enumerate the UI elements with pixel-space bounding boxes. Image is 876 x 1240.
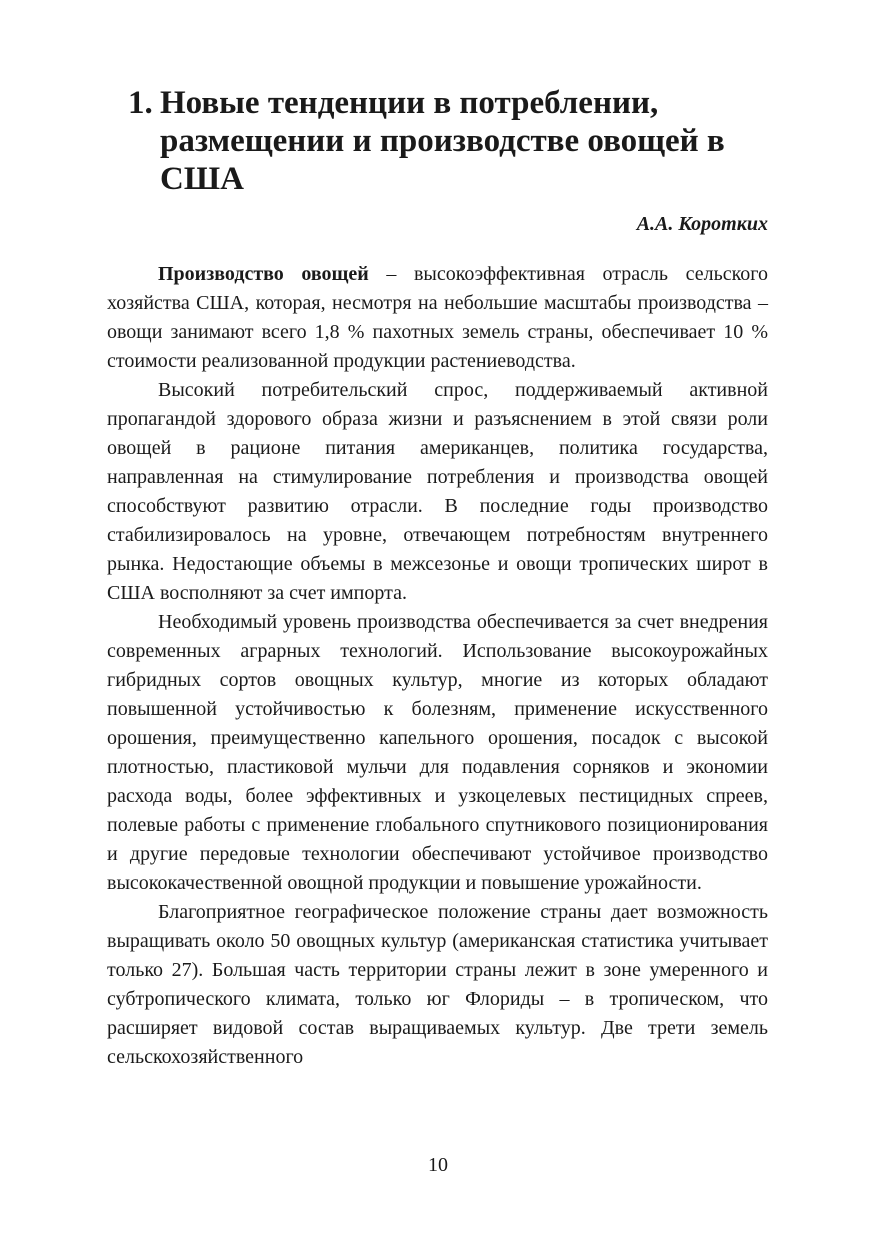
chapter-title: Новые тенденции в потреблении, размещении и производстве овощей в США	[160, 85, 725, 197]
paragraph-3: Необходимый уровень производства обеспечивается за счет внедрения современных аграрных технологий. Использование высокоурожайных гибридных сортов овощных культур, многие из которых обладают повышенной устойчивостью к болезням, применение искусственного орошения, преимущественно капельного орошения, посадок с высокой плотностью, пластиковой мульчи для подавления сорняков и экономии расхода воды, более эффективных и узкоцелевых пестицидных спреев, полевые работы с применение глобального спутникового позиционирования и другие передовые технологии обеспечивают устойчивое производство высококачественной овощной продукции и повышение урожайности.	[107, 611, 768, 894]
author-name: А.А. Коротких	[636, 213, 768, 235]
chapter-heading	[128, 84, 748, 198]
paragraph-1	[107, 260, 768, 376]
page-number: 10	[428, 1154, 448, 1176]
paragraph-1-text: – высокоэффективная отрасль сельского хозяйства США, которая, несмотря на небольшие масштабы производства – овощи занимают всего 1,8 % пахотных земель страны, обеспечивает 10 % стоимости реализованной продукции растениеводства.	[107, 263, 768, 372]
paragraph-2: Высокий потребительский спрос, поддерживаемый активной пропагандой здорового образа жизни и разъяснением в этой связи роли овощей в рационе питания американцев, политика государства, направленная на стимулирование потребления и производства овощей способствуют развитию отрасли. В последние годы производство стабилизировалось на уровне, отвечающем потребностям внутреннего рынка. Недостающие объемы в межсезонье и овощи тропических широт в США восполняют за счет импорта.	[107, 379, 768, 604]
body-text	[107, 260, 768, 1072]
paragraph-4: Благоприятное географическое положение страны дает возможность выращивать около 50 овощных культур (американская статистика учитывает только 27). Большая часть территории страны лежит в зоне умеренного и субтропического климата, только юг Флориды – в тропическом, что расширяет видовой состав выращиваемых культур. Две трети земель сельскохозяйственного	[107, 901, 768, 1068]
chapter-number: 1.	[128, 85, 153, 121]
lead-term: Производство овощей	[158, 263, 369, 285]
